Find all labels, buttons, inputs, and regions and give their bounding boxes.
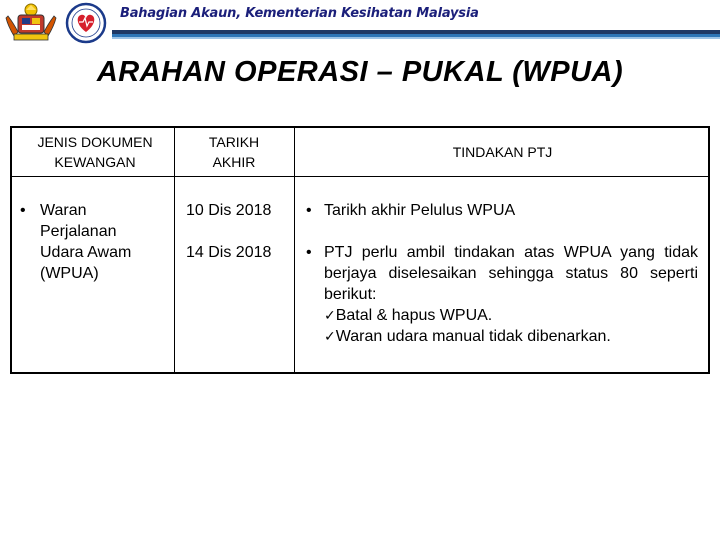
ptj-action: PTJ perlu ambil tindakan atas WPUA yang tidak berjaya diselesaikan sehingga status 80 seperti berikut: [324,244,698,303]
checkmark-icon: ✓ [324,308,336,324]
subitem [324,326,704,348]
subitem-text: Waran udara manual tidak dibenarkan. [335,328,611,345]
header-band [0,0,720,44]
bullet-icon: • [306,244,312,261]
kkm-logo-icon [64,2,108,44]
column-divider [174,128,175,372]
checkmark-icon: ✓ [324,329,336,345]
header-document-type: JENIS DOKUMEN KEWANGAN [37,134,153,170]
deadline-date: 14 Dis 2018 [186,244,272,261]
header-ptj-action: TINDAKAN PTJ [452,144,553,160]
subitem [324,305,704,327]
ptj-action: Tarikh akhir Pelulus WPUA [324,202,516,219]
document-type: Waran Perjalanan Udara Awam (WPUA) [40,202,132,282]
column-divider [294,128,295,372]
agency-name: Bahagian Akaun, Kementerian Kesihatan Malaysia [120,6,479,21]
page-title: ARAHAN OPERASI – PUKAL (WPUA) [96,56,624,88]
header-divider [12,176,708,177]
subitem-text: Batal & hapus WPUA. [335,307,493,324]
coat-of-arms-icon [4,2,58,42]
bullet-icon: • [20,202,26,219]
bullet-icon: • [306,202,312,219]
header-rule [112,37,720,39]
operations-table [10,126,710,374]
header-deadline: TARIKH AKHIR [208,134,260,170]
deadline-date: 10 Dis 2018 [186,202,272,219]
